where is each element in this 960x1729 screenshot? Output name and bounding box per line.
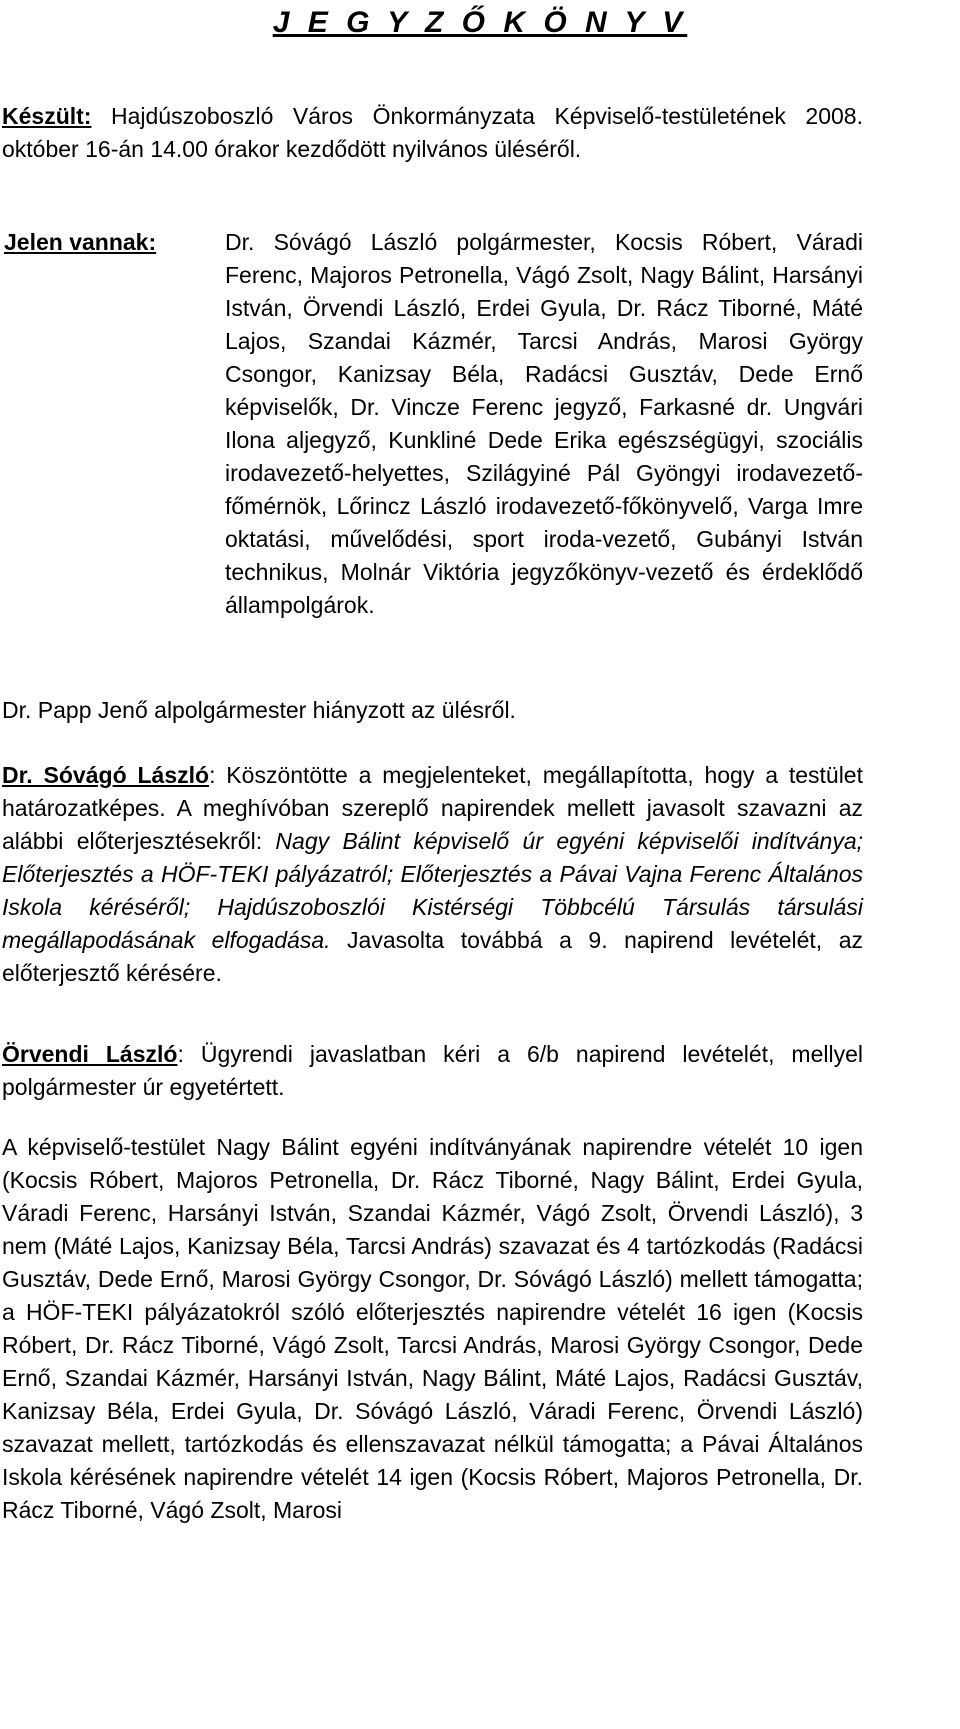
mayor-text-2: Javasolta továbbá a 9. napirend levételét, az előterjesztő kérésére. — [2, 927, 863, 986]
agenda-items-italic: Nagy Bálint képviselő úr egyéni képviselői indítványa; Előterjesztés a HÖF-TEKI pályázatról; Előterjesztés a Pávai Vajna Ferenc Általános Iskola kéréséről; Hajdúszoboszlói Kistérségi Többcélú Társulás társulási megállapodásának elfogadása. — [2, 828, 863, 953]
jelen-label — [4, 226, 214, 259]
jelen-label-text: Jelen vannak: — [4, 229, 157, 255]
orvendi-text: : Ügyrendi javaslatban kéri a 6/b napirend levételét, mellyel polgármester úr egyetértett. — [2, 1041, 864, 1100]
document-title: J E G Y Z Ő K Ö N Y V — [272, 6, 688, 39]
mayor-text-1: : Köszöntötte a megjelenteket, megállapította, hogy a testület határozatképes. A meghívóban szereplő napirendek mellett javasolt szavazni az alábbi előterjesztésekről: — [2, 762, 863, 854]
keszult-text: Hajdúszoboszló Város Önkormányzata Képviselő-testületének 2008. október 16-án 14.00 órakor kezdődött nyilvános üléséről. — [2, 103, 863, 162]
mayor-speaker: Sóvágó László — [43, 762, 210, 788]
attendees-list: Dr. Sóvágó László polgármester, Kocsis Róbert, Váradi Ferenc, Majoros Petronella, Vágó Zsolt, Nagy Bálint, Harsányi István, Örvendi László, Erdei Gyula, Dr. Rácz Tiborné, Máté Lajos, Szandai Kázmér, Tarcsi András, Marosi György Csongor, Kanizsay Béla, Radácsi Gusztáv, Dede Ernő képviselők, Dr. Vincze Ferenc jegyző, Farkasné dr. Ungvári Ilona aljegyző, Kunkliné Dede Erika egészségügyi, szociális irodavezető-helyettes, Szilágyiné Pál Gyöngyi irodavezető-főmérnök, Lőrincz László irodavezető-főkönyvelő, Varga Imre oktatási, művelődési, sport iroda-vezető, Gubányi István technikus, Molnár Viktória jegyzőkönyv-vezető és érdeklődő állampolgárok. — [225, 229, 863, 618]
keszult-label: Készült: — [2, 103, 92, 129]
keszult-paragraph — [2, 100, 863, 166]
absence-note: Dr. Papp Jenő alpolgármester hiányzott az ülésről. — [2, 697, 516, 723]
mayor-opening-paragraph — [2, 759, 863, 990]
orvendi-paragraph — [2, 1038, 863, 1104]
orvendi-speaker: Örvendi László — [2, 1041, 178, 1067]
mayor-prefix: Dr. — [2, 762, 44, 788]
vote-paragraph: A képviselő-testület Nagy Bálint egyéni indítványának napirendre vételét 10 igen (Kocsis Róbert, Majoros Petronella, Dr. Rácz Tiborné, Nagy Bálint, Erdei Gyula, Váradi Ferenc, Harsányi István, Szandai Kázmér, Vágó Zsolt, Örvendi László), 3 nem (Máté Lajos, Kanizsay Béla, Tarcsi András) szavazat és 4 tartózkodás (Radácsi Gusztáv, Dede Ernő, Marosi György Csongor, Dr. Sóvágó László) mellett támogatta; a HÖF-TEKI pályázatokról szóló előterjesztés napirendre vételét 16 igen (Kocsis Róbert, Dr. Rácz Tiborné, Vágó Zsolt, Tarcsi András, Marosi György Csongor, Dede Ernő, Szandai Kázmér, Harsányi István, Nagy Bálint, Máté Lajos, Radácsi Gusztáv, Kanizsay Béla, Erdei Gyula, Dr. Sóvágó László, Váradi Ferenc, Örvendi László) szavazat mellett, tartózkodás és ellenszavazat nélkül támogatta; a Pávai Általános Iskola kérésének napirendre vételét 14 igen (Kocsis Róbert, Majoros Petronella, Dr. Rácz Tiborné, Vágó Zsolt, Marosi — [2, 1134, 863, 1523]
